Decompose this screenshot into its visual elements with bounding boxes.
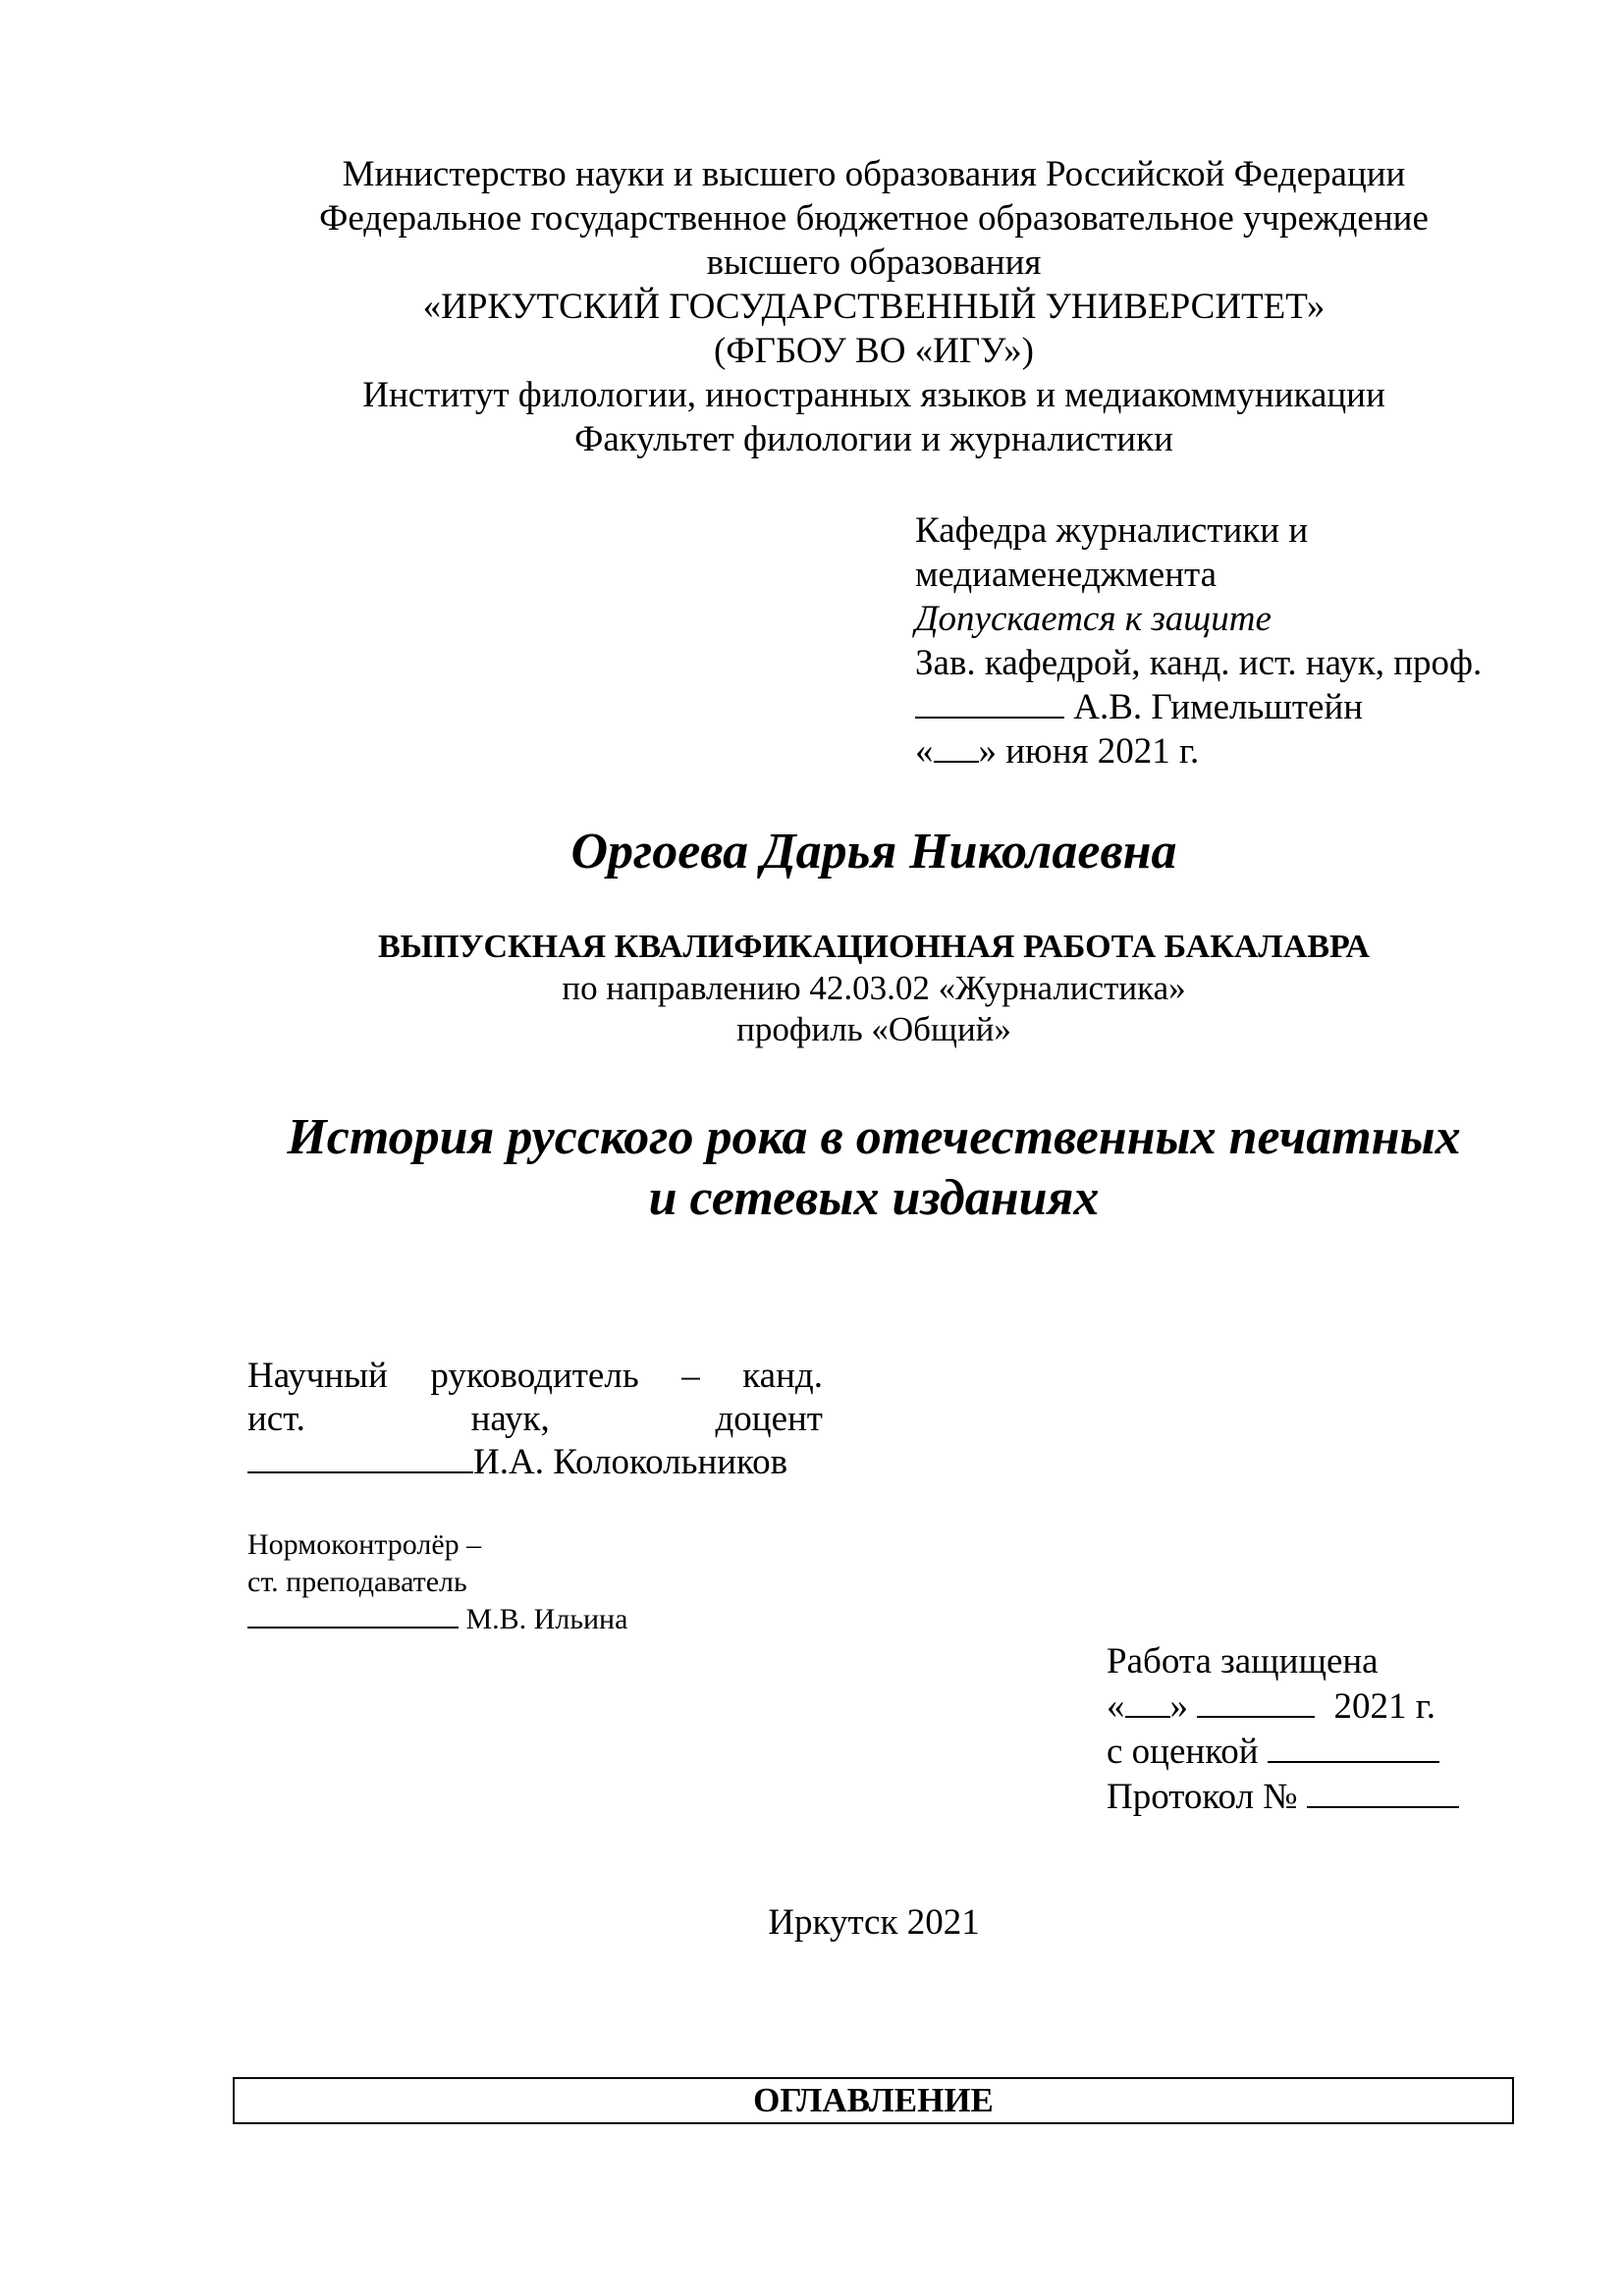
thesis-topic [196,1107,1551,1229]
date-close-quote: » [1169,1686,1188,1727]
grade-blank [1268,1732,1439,1763]
head-name: А.В. Гимельштейн [1073,687,1364,727]
supervisor-word: канд. [742,1356,823,1396]
department-line1: Кафедра журналистики и [915,510,1309,551]
work-direction: по направлению 42.03.02 «Журналистика» [562,969,1186,1007]
defense-grade [1107,1730,1558,1775]
author-name: Оргоева Дарья Николаевна [570,824,1177,880]
defense-year: 2021 г. [1333,1686,1436,1727]
supervisor-word: руководитель [430,1356,639,1396]
normocontrol-signature-line [247,1601,797,1638]
date-rest: » июня 2021 г. [978,731,1200,772]
supervisor-signature-line [247,1441,823,1484]
toc-heading: ОГЛАВЛЕНИЕ [233,2077,1514,2124]
day-blank [1125,1686,1170,1718]
normocontrol-block [247,1526,797,1638]
defense-block [1107,1639,1558,1820]
protocol-blank [1307,1777,1459,1808]
supervisor-line2 [247,1398,823,1441]
head-of-department: Зав. кафедрой, канд. ист. наук, проф. [915,643,1483,683]
university-abbr: (ФГБОУ ВО «ИГУ») [714,331,1034,371]
signature-blank [915,687,1064,719]
approval-date [915,729,1543,774]
grade-label: с оценкой [1107,1732,1259,1772]
supervisor-word: ист. [247,1399,305,1439]
institution-header [236,152,1512,461]
institution-type-line: Федеральное государственное бюджетное образовательное учреждение [319,198,1429,239]
supervisor-word: доцент [715,1399,823,1439]
normocontrol-name: М.В. Ильина [465,1603,628,1635]
date-open-quote: « [915,731,934,772]
defense-date [1107,1684,1558,1730]
date-open-quote: « [1107,1686,1125,1727]
ministry-line: Министерство науки и высшего образования Российской Федерации [342,154,1406,194]
supervisor-block [247,1355,823,1484]
normocontrol-line2: ст. преподаватель [247,1566,467,1598]
city-year: Иркутск 2021 [768,1902,980,1943]
day-blank [934,731,979,763]
approval-block [915,508,1543,774]
signature-blank [247,1601,459,1629]
protocol-label: Протокол № [1107,1777,1298,1817]
supervisor-word: – [681,1356,700,1396]
faculty-name: Факультет филологии и журналистики [574,419,1173,459]
work-profile: профиль «Общий» [736,1010,1011,1048]
supervisor-word: Научный [247,1356,388,1396]
admit-to-defense: Допускается к защите [915,599,1272,639]
normocontrol-line1: Нормоконтролёр – [247,1528,482,1561]
supervisor-word: наук, [470,1399,550,1439]
department-line2: медиаменеджмента [915,555,1218,595]
supervisor-line1 [247,1355,823,1398]
university-name: «ИРКУТСКИЙ ГОСУДАРСТВЕННЫЙ УНИВЕРСИТЕТ» [422,287,1326,327]
work-title: ВЫПУСКНАЯ КВАЛИФИКАЦИОННАЯ РАБОТА БАКАЛАВРА [378,929,1370,965]
education-level-line: высшего образования [706,242,1042,283]
supervisor-name: И.А. Колокольников [473,1442,788,1482]
head-signature-line [915,685,1543,729]
topic-line1: История русского рока в отечественных печатных [287,1109,1461,1165]
month-blank [1197,1686,1315,1718]
topic-line2: и сетевых изданиях [648,1170,1100,1226]
signature-blank [247,1442,473,1473]
work-type-block [236,927,1512,1050]
defense-line1: Работа защищена [1107,1641,1379,1682]
defense-protocol [1107,1775,1558,1820]
institute-name: Институт филологии, иностранных языков и медиакоммуникации [362,375,1385,415]
